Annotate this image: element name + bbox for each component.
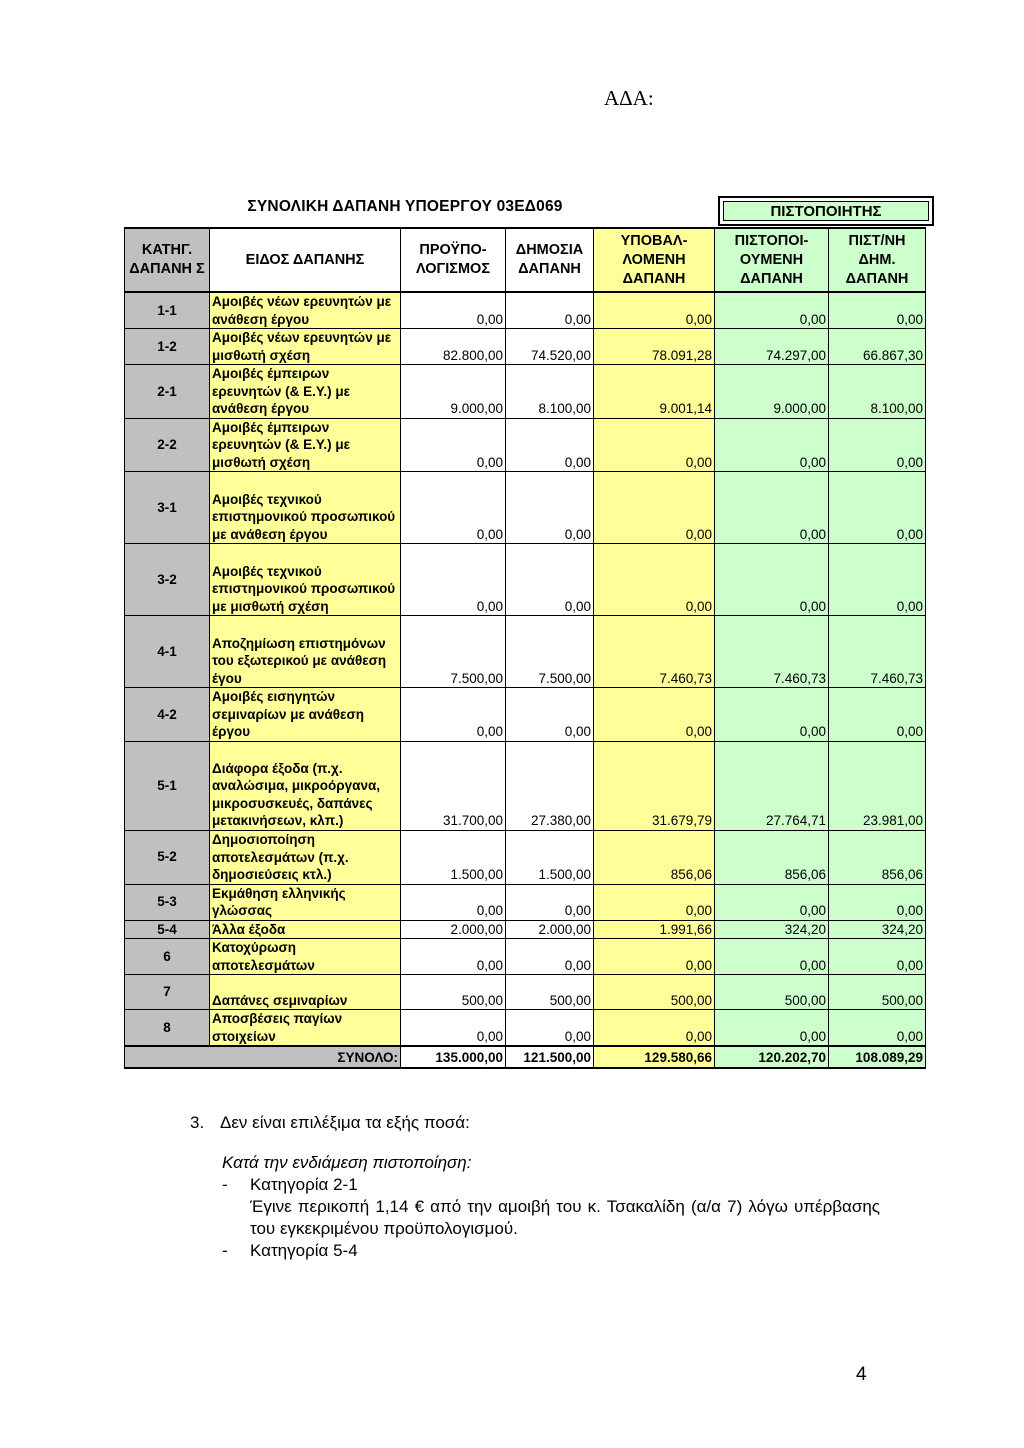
- certified-public-cell: 0,00: [829, 418, 926, 472]
- table-row: [125, 884, 926, 920]
- public-cell: 0,00: [506, 292, 594, 329]
- certified-cell: 0,00: [715, 884, 829, 920]
- certified-public-cell: 500,00: [829, 975, 926, 1010]
- certified-public-cell: 0,00: [829, 688, 926, 742]
- header-certified: ΠΙΣΤΟΠΟΙ-ΟΥΜΕΝΗ ΔΑΠΑΝΗ: [715, 228, 829, 292]
- description-cell: Αμοιβές νέων ερευνητών με μισθωτή σχέση: [210, 329, 401, 365]
- description-cell: Αμοιβές εισηγητών σεμιναρίων με ανάθεση έργου: [210, 688, 401, 742]
- certified-public-cell: 0,00: [829, 884, 926, 920]
- certifier-header-label: ΠΙΣΤΟΠΟΙΗΤΗΣ: [723, 201, 929, 221]
- certified-cell: 0,00: [715, 472, 829, 544]
- certified-cell: 9.000,00: [715, 365, 829, 419]
- category-cell: 4-2: [125, 688, 210, 742]
- category-cell: 2-1: [125, 365, 210, 419]
- submitted-cell: 0,00: [594, 884, 715, 920]
- category-cell: 6: [125, 939, 210, 975]
- public-cell: 74.520,00: [506, 329, 594, 365]
- certifier-header-box: [718, 196, 934, 226]
- public-cell: 0,00: [506, 939, 594, 975]
- total-submitted: 129.580,66: [594, 1046, 715, 1068]
- public-cell: 8.100,00: [506, 365, 594, 419]
- description-cell: Αμοιβές τεχνικού επιστημονικού προσωπικού με μισθωτή σχέση: [210, 544, 401, 616]
- category-cell: 5-3: [125, 884, 210, 920]
- certified-public-cell: 0,00: [829, 292, 926, 329]
- category-cell: 5-1: [125, 741, 210, 830]
- public-cell: 2.000,00: [506, 920, 594, 939]
- public-cell: 0,00: [506, 544, 594, 616]
- total-certified: 120.202,70: [715, 1046, 829, 1068]
- category-cell: 7: [125, 975, 210, 1010]
- category-cell: 3-1: [125, 472, 210, 544]
- certified-cell: 0,00: [715, 1010, 829, 1047]
- certified-cell: 324,20: [715, 920, 829, 939]
- table-row: [125, 472, 926, 544]
- public-cell: 27.380,00: [506, 741, 594, 830]
- header-type: ΕΙΔΟΣ ΔΑΠΑΝΗΣ: [210, 228, 401, 292]
- certified-cell: 0,00: [715, 939, 829, 975]
- certified-public-cell: 0,00: [829, 1010, 926, 1047]
- budget-cell: 1.500,00: [401, 830, 506, 884]
- description-cell: Εκμάθηση ελληνικής γλώσσας: [210, 884, 401, 920]
- description-cell: Αμοιβές έμπειρων ερευνητών (& Ε.Υ.) με μισθωτή σχέση: [210, 418, 401, 472]
- certified-public-cell: 0,00: [829, 472, 926, 544]
- budget-cell: 0,00: [401, 884, 506, 920]
- total-budget: 135.000,00: [401, 1046, 506, 1068]
- table-row: [125, 292, 926, 329]
- note-label: Κατηγορία 2-1: [250, 1175, 358, 1194]
- budget-cell: 9.000,00: [401, 365, 506, 419]
- submitted-cell: 0,00: [594, 939, 715, 975]
- submitted-cell: 0,00: [594, 544, 715, 616]
- submitted-cell: 78.091,28: [594, 329, 715, 365]
- ada-label: ΑΔΑ:: [604, 86, 654, 110]
- notes-heading-text: Δεν είναι επιλέξιμα τα εξής ποσά:: [220, 1113, 470, 1132]
- total-row: [125, 1046, 926, 1068]
- note-label: Κατηγορία 5-4: [250, 1241, 358, 1260]
- certified-cell: 0,00: [715, 292, 829, 329]
- certified-cell: 0,00: [715, 418, 829, 472]
- certified-cell: 500,00: [715, 975, 829, 1010]
- note-text: Έγινε περικοπή 1,14 € από την αμοιβή του κ. Τσακαλίδη (α/α 7) λόγω υπέρβασης του εγκεκριμένου προϋπολογισμού.: [250, 1197, 880, 1238]
- header-certified-public: ΠΙΣΤ/ΝΗ ΔΗΜ. ΔΑΠΑΝΗ: [829, 228, 926, 292]
- expense-table: [124, 227, 926, 1069]
- description-cell: Άλλα έξοδα: [210, 920, 401, 939]
- note-dash: -: [222, 1175, 228, 1194]
- public-cell: 0,00: [506, 1010, 594, 1047]
- table-row: [125, 975, 926, 1010]
- category-cell: 5-4: [125, 920, 210, 939]
- table-row: [125, 365, 926, 419]
- certified-cell: 856,06: [715, 830, 829, 884]
- certified-public-cell: 324,20: [829, 920, 926, 939]
- budget-cell: 0,00: [401, 472, 506, 544]
- certified-public-cell: 7.460,73: [829, 616, 926, 688]
- certified-cell: 7.460,73: [715, 616, 829, 688]
- certified-cell: 27.764,71: [715, 741, 829, 830]
- table-row: [125, 920, 926, 939]
- note-item: [190, 1240, 880, 1262]
- budget-cell: 500,00: [401, 975, 506, 1010]
- header-submitted: ΥΠΟΒΑΛ-ΛΟΜΕΝΗ ΔΑΠΑΝΗ: [594, 228, 715, 292]
- public-cell: 0,00: [506, 688, 594, 742]
- category-cell: 1-1: [125, 292, 210, 329]
- table-row: [125, 616, 926, 688]
- budget-cell: 0,00: [401, 939, 506, 975]
- description-cell: Αμοιβές τεχνικού επιστημονικού προσωπικού με ανάθεση έργου: [210, 472, 401, 544]
- table-row: [125, 939, 926, 975]
- category-cell: 8: [125, 1010, 210, 1047]
- note-dash: -: [222, 1241, 228, 1260]
- submitted-cell: 0,00: [594, 1010, 715, 1047]
- budget-cell: 0,00: [401, 688, 506, 742]
- certified-cell: 0,00: [715, 544, 829, 616]
- total-public: 121.500,00: [506, 1046, 594, 1068]
- submitted-cell: 7.460,73: [594, 616, 715, 688]
- public-cell: 0,00: [506, 884, 594, 920]
- public-cell: 1.500,00: [506, 830, 594, 884]
- category-cell: 5-2: [125, 830, 210, 884]
- public-cell: 0,00: [506, 472, 594, 544]
- table-row: [125, 1010, 926, 1047]
- table-row: [125, 741, 926, 830]
- header-category: ΚΑΤΗΓ. ΔΑΠΑΝΗ Σ: [125, 228, 210, 292]
- table-row: [125, 688, 926, 742]
- public-cell: 500,00: [506, 975, 594, 1010]
- table-header-row: [125, 228, 926, 292]
- table-row: [125, 544, 926, 616]
- description-cell: Αμοιβές νέων ερευνητών με ανάθεση έργου: [210, 292, 401, 329]
- public-cell: 7.500,00: [506, 616, 594, 688]
- certified-public-cell: 0,00: [829, 939, 926, 975]
- budget-cell: 0,00: [401, 292, 506, 329]
- certified-public-cell: 8.100,00: [829, 365, 926, 419]
- total-certified-public: 108.089,29: [829, 1046, 926, 1068]
- notes-number: 3.: [190, 1113, 205, 1132]
- submitted-cell: 856,06: [594, 830, 715, 884]
- category-cell: 3-2: [125, 544, 210, 616]
- budget-cell: 2.000,00: [401, 920, 506, 939]
- description-cell: Αποσβέσεις παγίων στοιχείων: [210, 1010, 401, 1047]
- submitted-cell: 1.991,66: [594, 920, 715, 939]
- header-public: ΔΗΜΟΣΙΑ ΔΑΠΑΝΗ: [506, 228, 594, 292]
- category-cell: 1-2: [125, 329, 210, 365]
- description-cell: Δαπάνες σεμιναρίων: [210, 975, 401, 1010]
- budget-cell: 31.700,00: [401, 741, 506, 830]
- budget-cell: 0,00: [401, 1010, 506, 1047]
- submitted-cell: 500,00: [594, 975, 715, 1010]
- notes-heading: [190, 1112, 880, 1134]
- budget-cell: 0,00: [401, 544, 506, 616]
- table-row: [125, 418, 926, 472]
- notes-section: [190, 1112, 880, 1262]
- submitted-cell: 31.679,79: [594, 741, 715, 830]
- description-cell: Διάφορα έξοδα (π.χ. αναλώσιμα, μικροόργανα, μικροσυσκευές, δαπάνες μετακινήσεων, κλπ.): [210, 741, 401, 830]
- submitted-cell: 9.001,14: [594, 365, 715, 419]
- budget-cell: 7.500,00: [401, 616, 506, 688]
- certified-public-cell: 0,00: [829, 544, 926, 616]
- total-label: ΣΥΝΟΛΟ:: [125, 1046, 401, 1068]
- category-cell: 4-1: [125, 616, 210, 688]
- certified-public-cell: 66.867,30: [829, 329, 926, 365]
- certified-public-cell: 23.981,00: [829, 741, 926, 830]
- notes-subheading: Κατά την ενδιάμεση πιστοποίηση:: [222, 1153, 472, 1172]
- certified-cell: 74.297,00: [715, 329, 829, 365]
- submitted-cell: 0,00: [594, 418, 715, 472]
- submitted-cell: 0,00: [594, 292, 715, 329]
- description-cell: Δημοσιοποίηση αποτελεσμάτων (π.χ. δημοσιεύσεις κτλ.): [210, 830, 401, 884]
- budget-cell: 82.800,00: [401, 329, 506, 365]
- table-row: [125, 830, 926, 884]
- header-budget: ΠΡΟΫΠΟ-ΛΟΓΙΣΜΟΣ: [401, 228, 506, 292]
- public-cell: 0,00: [506, 418, 594, 472]
- budget-cell: 0,00: [401, 418, 506, 472]
- page-number: 4: [856, 1364, 867, 1385]
- table-row: [125, 329, 926, 365]
- note-item: [190, 1174, 880, 1196]
- category-cell: 2-2: [125, 418, 210, 472]
- description-cell: Αποζημίωση επιστημόνων του εξωτερικού με ανάθεση έγου: [210, 616, 401, 688]
- certified-public-cell: 856,06: [829, 830, 926, 884]
- submitted-cell: 0,00: [594, 472, 715, 544]
- table-title: ΣΥΝΟΛΙΚΗ ΔΑΠΑΝΗ ΥΠΟΕΡΓΟΥ 03ΕΔ069: [247, 198, 563, 215]
- certified-cell: 0,00: [715, 688, 829, 742]
- description-cell: Αμοιβές έμπειρων ερευνητών (& Ε.Υ.) με ανάθεση έργου: [210, 365, 401, 419]
- submitted-cell: 0,00: [594, 688, 715, 742]
- description-cell: Κατοχύρωση αποτελεσμάτων: [210, 939, 401, 975]
